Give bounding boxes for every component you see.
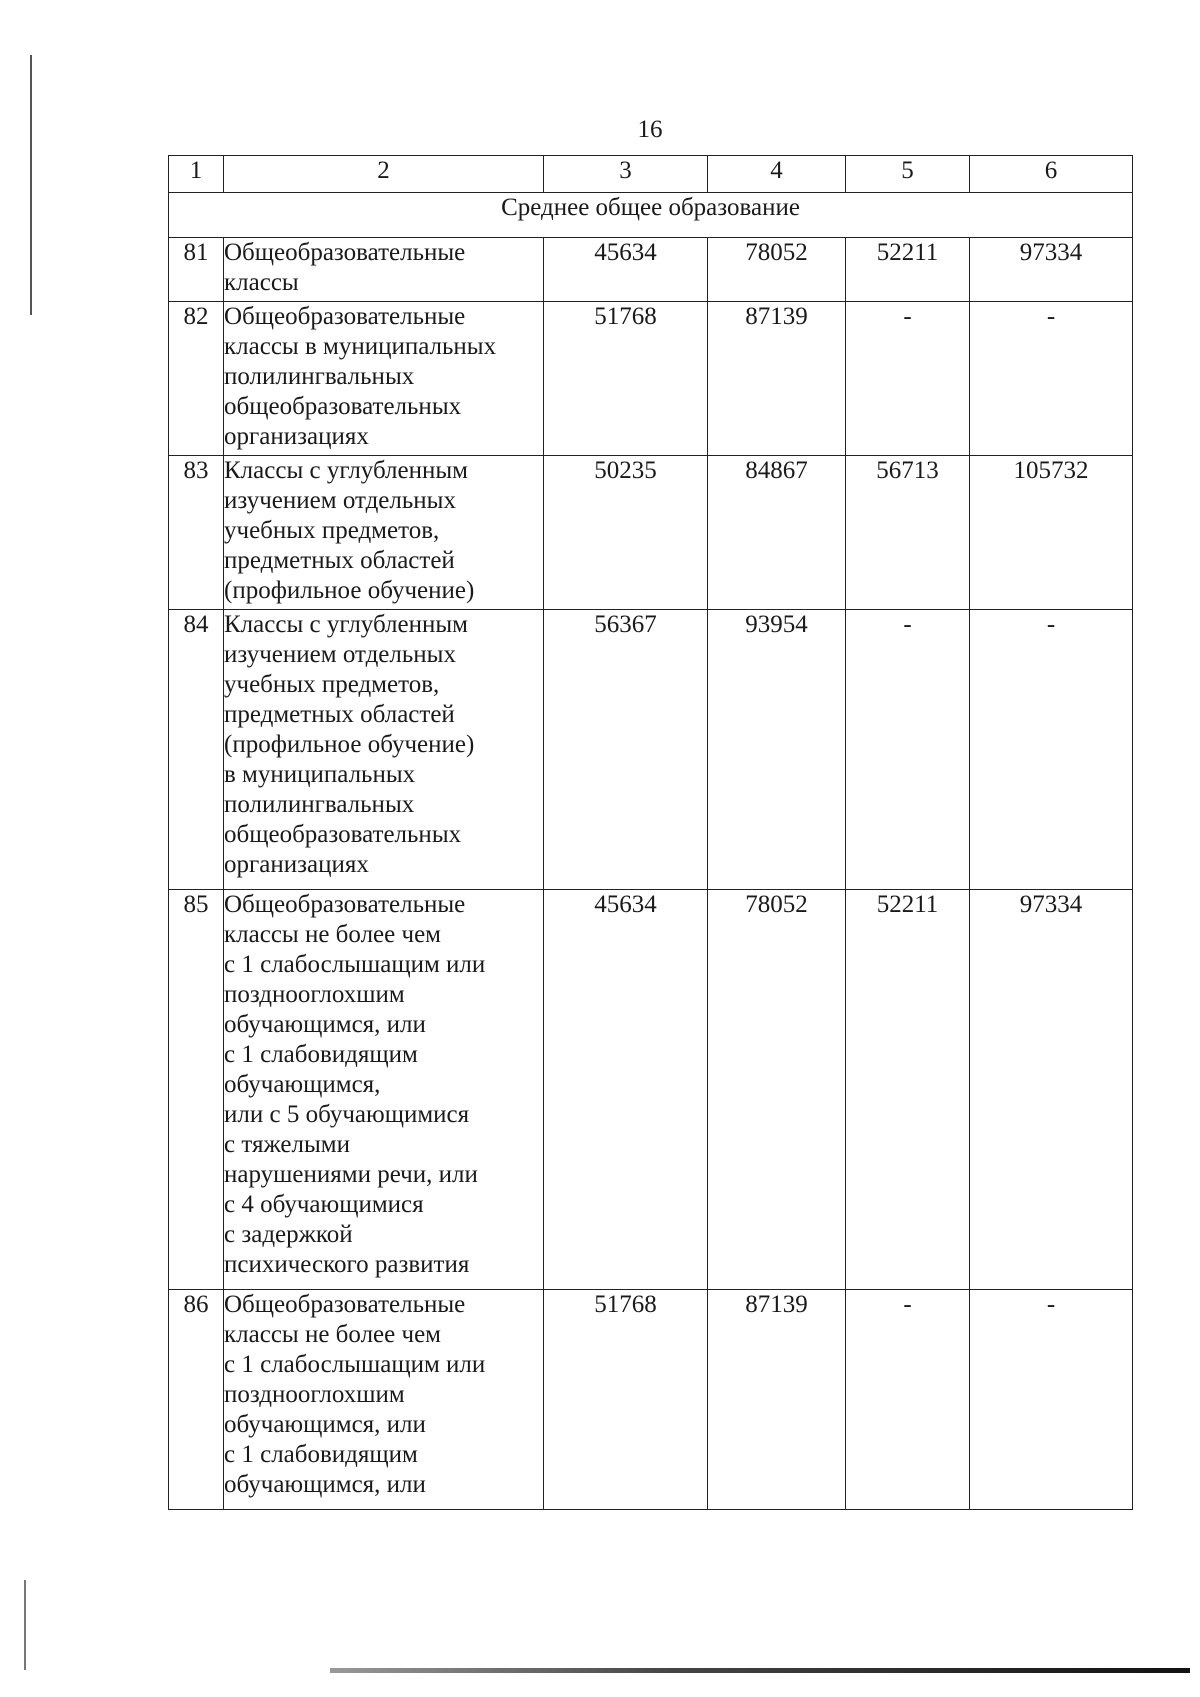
cell-col3: 45634 bbox=[544, 890, 708, 1290]
column-header: 1 bbox=[169, 156, 224, 193]
column-header: 4 bbox=[708, 156, 846, 193]
row-name: Общеобразовательные классы не более чем с 1 слабослышащим или позднооглохшим обучающимся, или с 1 слабовидящим обучающимся, или с 5 обучающимися с тяжелыми нарушениями речи, или с 4 обучающимися с задержкой психического развития bbox=[224, 890, 544, 1290]
row-number: 81 bbox=[169, 238, 224, 302]
section-row bbox=[169, 193, 1133, 238]
page-number: 16 bbox=[637, 116, 663, 143]
cell-col5: - bbox=[846, 1290, 970, 1510]
row-number: 84 bbox=[169, 610, 224, 890]
table-row bbox=[169, 456, 1133, 610]
cell-col3: 51768 bbox=[544, 1290, 708, 1510]
table-row bbox=[169, 302, 1133, 456]
cell-col5: 52211 bbox=[846, 890, 970, 1290]
table-row bbox=[169, 238, 1133, 302]
data-table bbox=[168, 155, 1133, 1510]
cell-col3: 51768 bbox=[544, 302, 708, 456]
column-header: 6 bbox=[970, 156, 1133, 193]
row-name: Общеобразовательные классы в муниципальных полилингвальных общеобразовательных организациях bbox=[224, 302, 544, 456]
scan-edge-mark bbox=[24, 1580, 26, 1670]
cell-col6: 97334 bbox=[970, 890, 1133, 1290]
cell-col3: 45634 bbox=[544, 238, 708, 302]
cell-col3: 50235 bbox=[544, 456, 708, 610]
scan-edge-mark bbox=[30, 55, 32, 315]
row-name: Классы с углубленным изучением отдельных учебных предметов, предметных областей (профильное обучение) bbox=[224, 456, 544, 610]
cell-col6: - bbox=[970, 302, 1133, 456]
table-row bbox=[169, 890, 1133, 1290]
table-row bbox=[169, 610, 1133, 890]
row-number: 82 bbox=[169, 302, 224, 456]
table-row bbox=[169, 1290, 1133, 1510]
section-title: Среднее общее образование bbox=[169, 193, 1133, 238]
scan-edge-mark bbox=[330, 1668, 1190, 1673]
cell-col5: - bbox=[846, 302, 970, 456]
cell-col4: 87139 bbox=[708, 1290, 846, 1510]
cell-col6: - bbox=[970, 610, 1133, 890]
cell-col6: - bbox=[970, 1290, 1133, 1510]
cell-col3: 56367 bbox=[544, 610, 708, 890]
cell-col5: - bbox=[846, 610, 970, 890]
cell-col4: 87139 bbox=[708, 302, 846, 456]
row-name: Общеобразовательные классы bbox=[224, 238, 544, 302]
cell-col6: 105732 bbox=[970, 456, 1133, 610]
cell-col5: 56713 bbox=[846, 456, 970, 610]
row-name: Общеобразовательные классы не более чем с 1 слабослышащим или позднооглохшим обучающимся, или с 1 слабовидящим обучающимся, или bbox=[224, 1290, 544, 1510]
cell-col4: 84867 bbox=[708, 456, 846, 610]
cell-col4: 93954 bbox=[708, 610, 846, 890]
row-name: Классы с углубленным изучением отдельных учебных предметов, предметных областей (профильное обучение) в муниципальных полилингвальных общеобразовательных организациях bbox=[224, 610, 544, 890]
table-header-row bbox=[169, 156, 1133, 193]
row-number: 83 bbox=[169, 456, 224, 610]
column-header: 2 bbox=[224, 156, 544, 193]
column-header: 5 bbox=[846, 156, 970, 193]
cell-col4: 78052 bbox=[708, 238, 846, 302]
row-number: 86 bbox=[169, 1290, 224, 1510]
cell-col4: 78052 bbox=[708, 890, 846, 1290]
cell-col6: 97334 bbox=[970, 238, 1133, 302]
row-number: 85 bbox=[169, 890, 224, 1290]
column-header: 3 bbox=[544, 156, 708, 193]
cell-col5: 52211 bbox=[846, 238, 970, 302]
